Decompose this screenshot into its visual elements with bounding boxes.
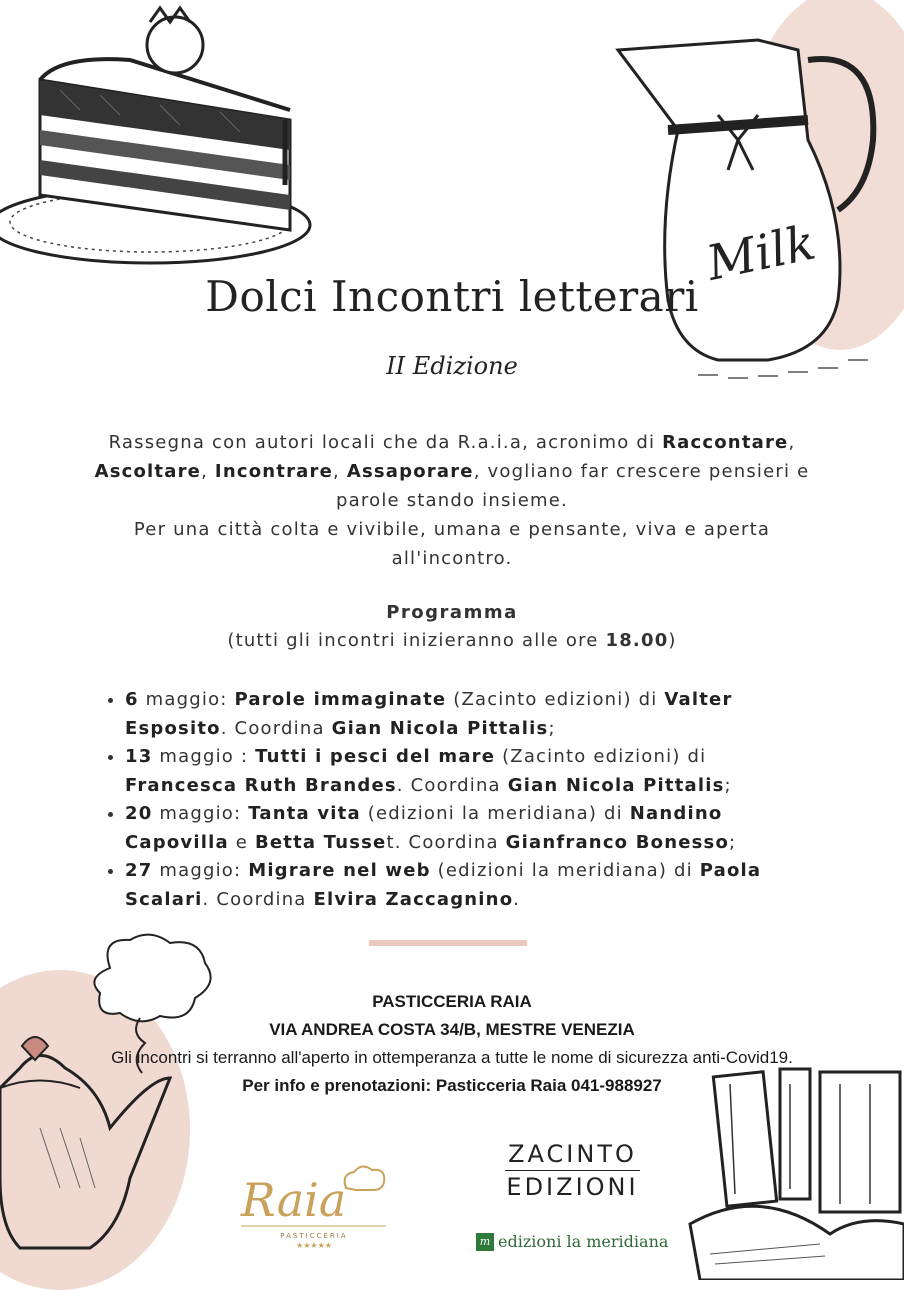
list-item: • 13 maggio : Tutti i pesci del mare (Zacinto edizioni) di Francesca Ruth Brandes. Coordina Gian Nicola Pittalis; — [125, 743, 825, 800]
intro-mission: Per una città colta e vivibile, umana e pensante, viva e aperta all'incontro. — [133, 519, 771, 569]
cake-illustration — [0, 0, 330, 275]
svg-text:PASTICCERIA: PASTICCERIA — [280, 1232, 348, 1240]
booking-info: Per info e prenotazioni: Pasticceria Raia 041-988927 — [242, 1076, 662, 1095]
covid-notice: Gli incontri si terranno all'aperto in ottemperanza a tutte le nome di sicurezza anti-Covid19. — [111, 1048, 793, 1067]
meridiana-logo: m edizioni la meridiana — [476, 1232, 668, 1251]
svg-text:★★★★★: ★★★★★ — [296, 1241, 332, 1250]
program-heading: Programma — [386, 602, 518, 623]
raia-logo — [236, 1160, 396, 1250]
zacinto-logo: ZACINTO EDIZIONI — [506, 1140, 639, 1201]
meridiana-mark-icon: m — [476, 1233, 494, 1251]
venue-name: PASTICCERIA RAIA — [372, 992, 532, 1011]
program-time-note: (tutti gli incontri inizieranno alle ore 18.00) — [227, 630, 677, 651]
list-item: • 6 maggio: Parole immaginate (Zacinto edizioni) di Valter Esposito. Coordina Gian Nicola Pittalis; — [125, 686, 825, 743]
svg-text:Raia: Raia — [241, 1173, 347, 1227]
section-divider — [369, 940, 527, 946]
milk-jug-illustration — [608, 20, 898, 385]
contact-block — [100, 988, 804, 1100]
list-item: • 27 maggio: Migrare nel web (edizioni la meridiana) di Paola Scalari. Coordina Elvira Zaccagnino. — [125, 857, 825, 914]
edition-subtitle: II Edizione — [386, 352, 518, 380]
venue-address: VIA ANDREA COSTA 34/B, MESTRE VENEZIA — [269, 1020, 635, 1039]
raia-word-incontrare: Incontrare — [214, 461, 333, 482]
page-title: Dolci Incontri letterari — [205, 272, 699, 321]
list-item: • 20 maggio: Tanta vita (edizioni la meridiana) di Nandino Capovilla e Betta Tusset. Coordina Gianfranco Bonesso; — [125, 800, 825, 857]
milk-label: Milk — [702, 214, 821, 292]
intro-paragraph: Rassegna con autori locali che da R.a.i.a, acronimo di Raccontare, Ascoltare, Incontrare, Assaporare, vogliano far crescere pensieri e parole stando insieme. Per una città colta e vivibile, umana e pensante, viva e aperta all'incontro. — [94, 432, 810, 569]
raia-word-assaporare: Assaporare — [346, 461, 474, 482]
raia-word-raccontare: Raccontare — [662, 432, 789, 453]
raia-word-ascoltare: Ascoltare — [94, 461, 202, 482]
event-list — [100, 686, 825, 914]
